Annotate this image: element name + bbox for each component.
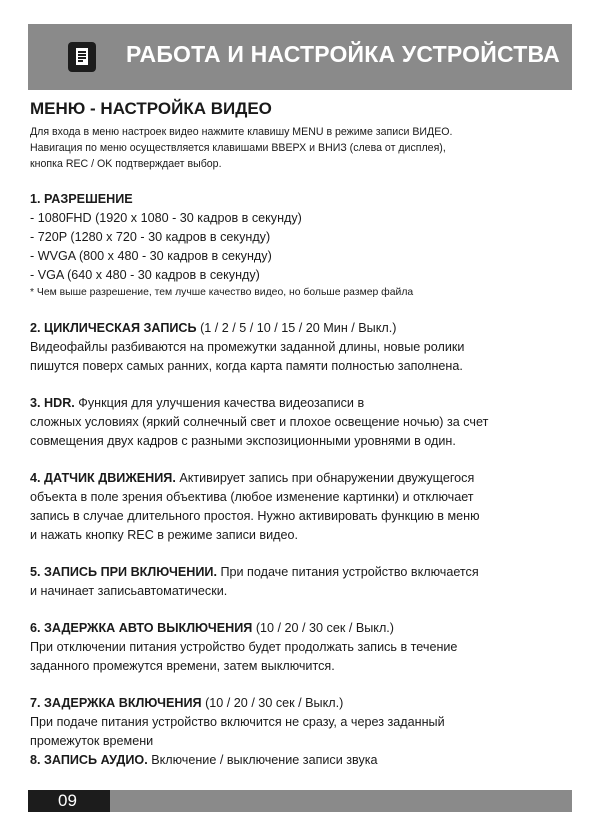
- body-line: заданного промежутся времени, затем выключится.: [30, 659, 335, 673]
- body-line: совмещения двух кадров с разными экспозиционными уровнями в один.: [30, 434, 456, 448]
- body-line: запись в случае длительного простоя. Нужно активировать функцию в меню: [30, 509, 480, 523]
- body-line: промежуток времени: [30, 734, 154, 748]
- section-audio: [30, 751, 575, 770]
- document-icon: [68, 42, 96, 72]
- section-heading: 2. ЦИКЛИЧЕСКАЯ ЗАПИСЬ (1 / 2 / 5 / 10 / 15 / 20 Мин / Выкл.): [30, 321, 397, 335]
- body-line: и нажать кнопку REC в режиме записи видео.: [30, 528, 299, 542]
- section-heading: 3. HDR. Функция для улучшения качества видеозаписи в: [30, 396, 365, 410]
- body-line: Видеофайлы разбиваются на промежутки заданной длины, новые ролики: [30, 340, 465, 354]
- page-title: РАБОТА И НАСТРОЙКА УСТРОЙСТВА: [126, 41, 560, 67]
- list-item: - 1080FHD (1920 x 1080 - 30 кадров в секунду): [30, 211, 302, 225]
- section-motion-sensor: [30, 469, 575, 545]
- body-line: сложных условиях (яркий солнечный свет и плохое освещение ночью) за счет: [30, 415, 489, 429]
- section-auto-off-delay: [30, 619, 575, 676]
- section-resolution: [30, 190, 575, 301]
- page-number: 09: [58, 791, 77, 810]
- list-item: - WVGA (800 x 480 - 30 кадров в секунду): [30, 249, 272, 263]
- menu-title: МЕНЮ - НАСТРОЙКА ВИДЕО: [30, 99, 272, 118]
- list-item: - 720P (1280 x 720 - 30 кадров в секунду): [30, 230, 271, 244]
- intro-line: Для входа в меню настроек видео нажмите клавишу MENU в режиме записи ВИДЕО.: [30, 126, 453, 138]
- section-heading: 1. РАЗРЕШЕНИЕ: [30, 192, 133, 206]
- section-heading: 8. ЗАПИСЬ АУДИО. Включение / выключение записи звука: [30, 753, 378, 767]
- list-item: - VGA (640 x 480 - 30 кадров в секунду): [30, 268, 260, 282]
- section-autostart: [30, 563, 575, 601]
- resolution-note: * Чем выше разрешение, тем лучше качество видео, но больше размер файла: [30, 287, 414, 298]
- section-heading: 4. ДАТЧИК ДВИЖЕНИЯ. Активирует запись при обнаружении двужущегося: [30, 471, 475, 485]
- header-bar: [28, 24, 572, 90]
- body-line: и начинает записьавтоматически.: [30, 584, 228, 598]
- intro-text: [30, 124, 575, 172]
- main-content: [30, 98, 575, 770]
- section-heading: 6. ЗАДЕРЖКА АВТО ВЫКЛЮЧЕНИЯ (10 / 20 / 30 сек / Выкл.): [30, 621, 394, 635]
- section-hdr: [30, 394, 575, 451]
- footer-bar: [110, 790, 572, 812]
- section-power-on-delay: [30, 694, 575, 751]
- section-loop-recording: [30, 319, 575, 376]
- section-heading: 5. ЗАПИСЬ ПРИ ВКЛЮЧЕНИИ. При подаче питания устройство включается: [30, 565, 479, 579]
- intro-line: кнопка REC / OK подтверждает выбор.: [30, 158, 222, 170]
- body-line: объекта в поле зрения объектива (любое изменение картинки) и отключает: [30, 490, 474, 504]
- body-line: пишутся поверх самых ранних, когда карта памяти полностью заполнена.: [30, 359, 463, 373]
- body-line: При отключении питания устройство будет продолжать запись в течение: [30, 640, 458, 654]
- intro-line: Навигация по меню осуществляется клавишами ВВЕРХ и ВНИЗ (слева от дисплея),: [30, 142, 446, 154]
- body-line: При подаче питания устройство включится не сразу, а через заданный: [30, 715, 445, 729]
- section-heading: 7. ЗАДЕРЖКА ВКЛЮЧЕНИЯ (10 / 20 / 30 сек / Выкл.): [30, 696, 344, 710]
